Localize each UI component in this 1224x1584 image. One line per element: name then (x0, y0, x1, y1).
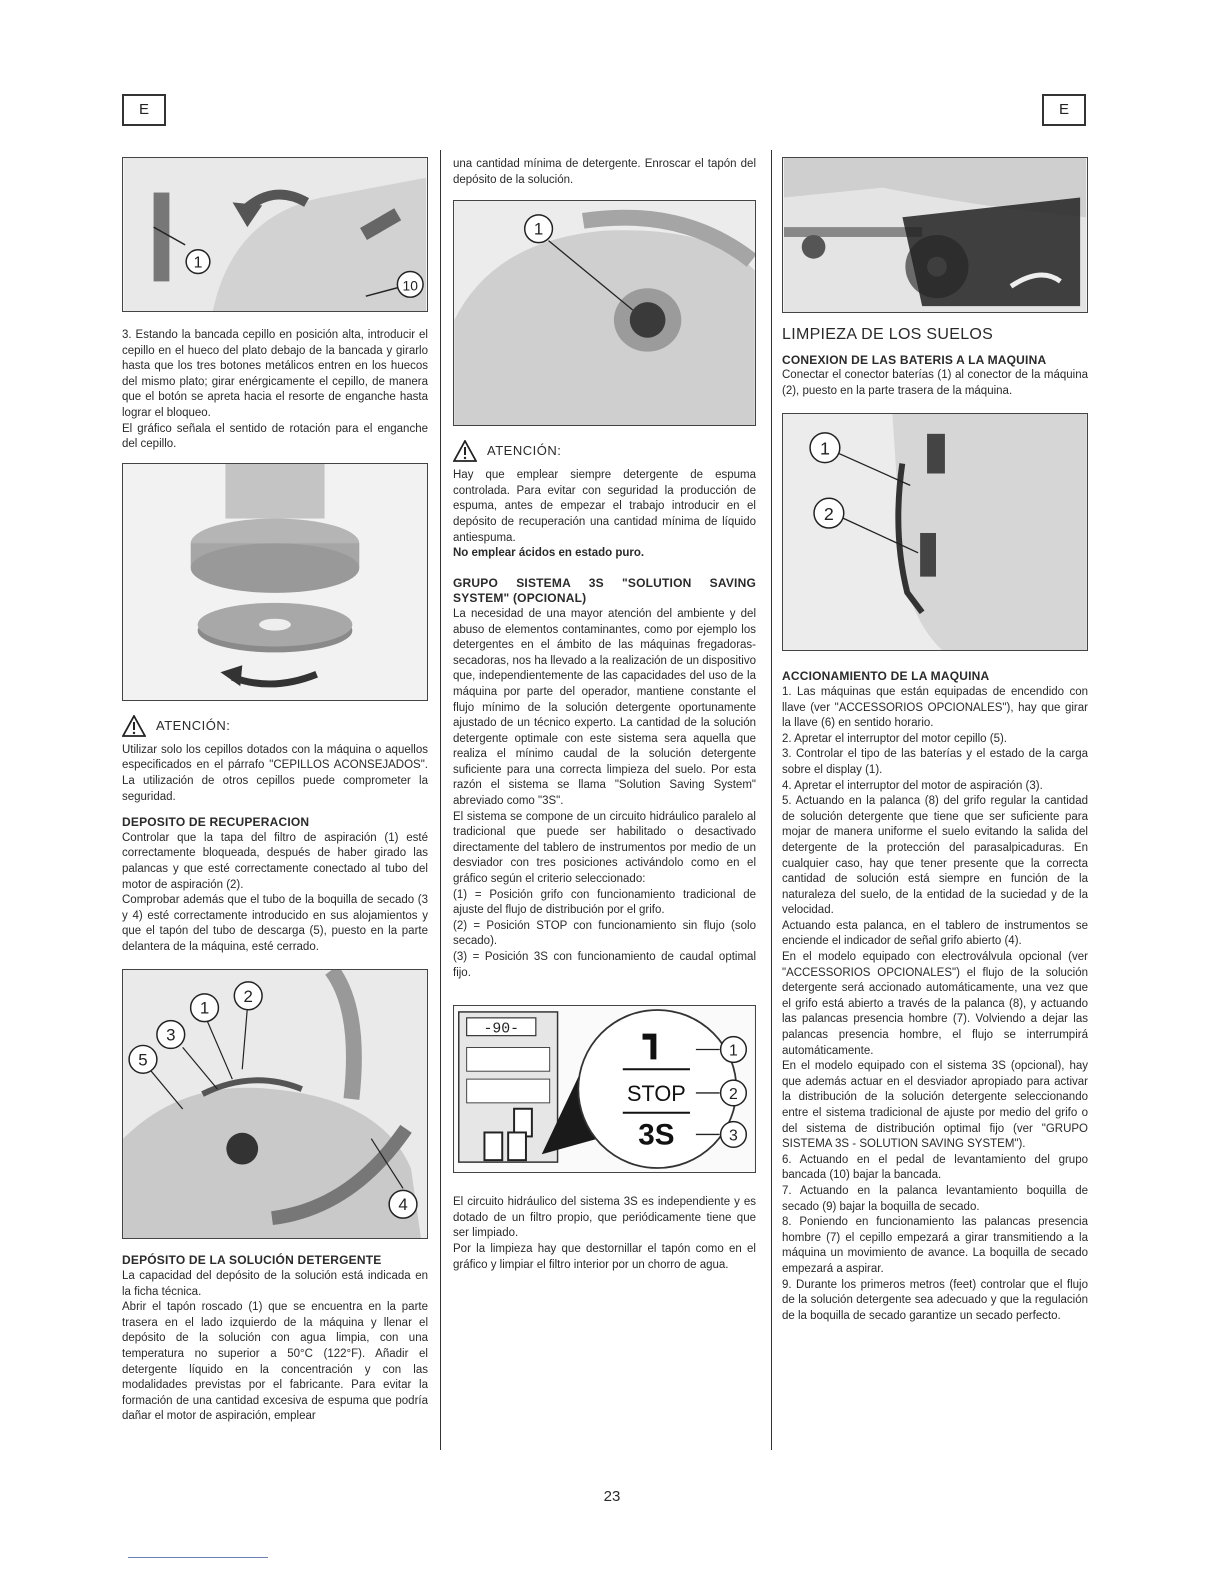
start-step-5: 5. Actuando en la palanca (8) del grifo regular la cantidad de solución detergente que tiene que ser suficiente para mojar de manera uniforme el suelo evitando la salida del detergente de la protección del parasalpicaduras. En cualquier caso, hay que tener presente que la correcta cantidad de solución está siempre en función de la naturaleza del suelo, de la entidad de la suciedad y de la velocidad. (782, 795, 1088, 917)
stop-label: STOP (627, 1081, 686, 1107)
brush-latch-figure (122, 157, 428, 312)
callout-5: 5 (138, 1050, 148, 1070)
warning-heading-brush (122, 715, 428, 737)
warning-title: ATENCIÓN: (156, 717, 231, 733)
warning-acid-note: No emplear ácidos en estado puro. (453, 547, 645, 560)
warning-foam-text: Hay que emplear siempre detergente de espuma controlada. Para evitar con seguridad la producción de espuma, antes de empezar el trabajo introducir en el depósito de recuperación una cantidad mínima de líquido antiespuma. (453, 469, 756, 544)
callout-4: 4 (398, 1195, 408, 1215)
callout-2: 2 (729, 1086, 738, 1104)
brush-mount-illustration (123, 464, 427, 700)
battery-connection-paragraph: Conectar el conector baterías (1) al conector de la máquina (2), puesto en la parte trasera de la máquina. (782, 369, 1088, 397)
3s-switch-figure (453, 1005, 756, 1173)
warning-triangle-icon (453, 440, 477, 462)
callout-3: 3 (729, 1127, 738, 1145)
start-step-3: 3. Controlar el tipo de las baterías y el estado de la carga sobre el display (1). (782, 748, 1088, 776)
3s-position-2: (2) = Posición STOP con funcionamiento sin flujo (solo secado). (453, 919, 756, 948)
3s-position-1: (1) = Posición grifo con funcionamiento tradicional de ajuste del flujo de distribución por el grifo. (453, 888, 756, 917)
column-left (122, 157, 428, 1425)
brush-mount-figure (122, 463, 428, 701)
start-step-5-indicator: Actuando esta palanca, en el tablero de instrumentos se enciende el indicador de señal grifo abierto (4). (782, 919, 1088, 948)
3s-paragraph-2: El sistema se compone de un circuito hidráulico paralelo al tradicional que puede ser habilitado o desactivado directamente del tablero de instrumentos por medio de un desviador con tres posiciones activándolo como en el gráfico según el criterio seleccionado: (453, 810, 756, 886)
start-step-6: 6. Actuando en el pedal de levantamiento del grupo bancada (10) bajar la bancada. (782, 1153, 1088, 1182)
recovery-tank-paragraph-1: Controlar que la tapa del filtro de aspiración (1) esté correctamente bloqueada, después de haber girado las palancas y que esté correctamente conectado al tubo del motor de aspiración (2). (122, 831, 428, 891)
column-divider-right (771, 150, 772, 1450)
warning-brush-text: Utilizar solo los cepillos dotados con la máquina o aquellos especificados en el párrafo "CEPILLOS ACONSEJADOS". La utilización de otros cepillos puede comprometer la seguridad. (122, 743, 428, 803)
column-divider-left (440, 150, 441, 1450)
callout-1: 1 (193, 254, 203, 272)
brush-latch-illustration (123, 158, 427, 311)
lcd-readout: -90- (483, 1021, 520, 1038)
3s-switch-illustration (454, 1006, 755, 1172)
callout-2: 2 (243, 987, 253, 1007)
3s-system-heading: GRUPO SISTEMA 3S "SOLUTION SAVING SYSTEM" (OPCIONAL) (453, 575, 756, 606)
start-step-2: 2. Apretar el interruptor del motor cepillo (5). (782, 732, 1007, 745)
callout-2: 2 (823, 504, 834, 525)
start-step-7: 7. Actuando en la palanca levantamiento boquilla de secado (9) bajar la boquilla de secado. (782, 1184, 1088, 1213)
battery-connector-illustration (783, 414, 1087, 650)
page-number: 23 (603, 1488, 621, 1505)
solution-tank-heading: DEPÓSITO DE LA SOLUCIÓN DETERGENTE (122, 1253, 382, 1268)
language-tag-left: E (122, 94, 166, 126)
recovery-tank-heading: DEPOSITO DE RECUPERACION (122, 815, 310, 830)
start-step-5-3s: En el modelo equipado con el sistema 3S (opcional), hay que además actuar en el desviador apropiado para activar la distribución de la solución detergente seleccionando entre el sistema tradicional de ajuste por medio del grifo o del sistema de distribución optimal fijo (ver "GRUPO SISTEMA 3S - SOLUTION SAVING SYSTEM"). (782, 1060, 1088, 1151)
floor-cleaning-heading: LIMPIEZA DE LOS SUELOS (782, 326, 994, 343)
3s-circuit-paragraph-1: El circuito hidráulico del sistema 3S es independiente y es dotado de un filtro propio, que periódicamente tiene que ser limpiado. (453, 1196, 756, 1240)
start-step-8: 8. Poniendo en funcionamiento las palancas presencia hombre (7) el cepillo empezará a girar transmitiendo a la máquina un movimiento de avance. La boquilla de secado empezará a aspirar. (782, 1216, 1088, 1275)
3s-circuit-paragraph-2: Por la limpieza hay que destornillar el tapón como en el gráfico y limpiar el filtro interior por un chorro de agua. (453, 1242, 756, 1271)
brush-rotation-note: El gráfico señala el sentido de rotación para el enganche del cepillo. (122, 422, 428, 451)
solution-tank-continuation: una cantidad mínima de detergente. Enroscar el tapón del depósito de la solución. (453, 158, 756, 186)
warning-heading-foam (453, 440, 756, 462)
tank-cap-illustration (454, 201, 755, 425)
callout-1: 1 (199, 999, 210, 1019)
language-tag-right: E (1042, 94, 1086, 126)
callout-1: 1 (729, 1042, 738, 1060)
3s-paragraph-1: La necesidad de una mayor atención del ambiente y del abuso de elementos contaminantes, como por ejemplo los detergentes en el ámbito de las máquinas fregadoras-secadoras, nos ha llevado a la realización de un dispositivo que, independientemente de las capacidades del uso de la máquina por parte del operador, mantiene constante el flujo mínimo de la solución detergente oportunamente ajustado de un técnico experto. La cantidad de la solución detergente optimale con este sistema sera aquella que realiza el mínimo caudal de la solución detergente suficiente para una correcta limpieza del suelo. Por esta razón el sistema se llama "Solution Saving System" abreviado como "3S". (453, 607, 756, 808)
callout-1: 1 (819, 439, 830, 460)
recovery-tank-figure (122, 969, 428, 1239)
column-right (782, 157, 1088, 1324)
solution-tank-paragraph-1: La capacidad del depósito de la solución está indicada en la ficha técnica. (122, 1270, 428, 1298)
tank-cap-figure (453, 200, 756, 426)
start-step-5-electrovalve: En el modelo equipado con electroválvula opcional (ver "ACCESSORIOS OPCIONALES") el flujo de la solución detergente será accionado automáticamente, una vez que el grifo está abierto a través de la palanca (8), y actuando las palancas presencia hombre (7). Volviendo a dejar las palancas presencia hombre, el flujo se interrumpirá automáticamente. (782, 951, 1088, 1057)
start-step-1: 1. Las máquinas que están equipadas de encendido con llave (ver "ACCESSORIOS OPCIONALES"), hay que girar la llave (6) en sentido horario. (782, 685, 1088, 730)
filter-cap-figure (782, 157, 1088, 313)
start-step-4: 4. Apretar el interruptor del motor de aspiración (3). (782, 779, 1043, 792)
brush-step-3: 3. Estando la bancada cepillo en posición alta, introducir el cepillo en el hueco del plato debajo de la bancada y girarlo hasta que los tres botones metálicos entren en los huecos del mismo plato; girar enérgicamente el cepillo, de manera que el botón se apreta hacia el resorte de enganche hasta lograr el bloqueo. (122, 329, 428, 419)
warning-title: ATENCIÓN: (487, 443, 562, 459)
solution-tank-paragraph-2: Abrir el tapón roscado (1) que se encuentra en la parte trasera en el lado izquierdo de la máquina y llenar el depósito de la solución con agua limpia, con una temperatura no superior a 50°C (122°F). Añadir el detergente líquido en la concentración y con las modalidades previstas por el fabricante. Para evitar la formación de una cantidad excesiva de espuma que podría dañar el motor de aspiración, emplear (122, 1301, 428, 1423)
callout-1: 1 (533, 219, 544, 239)
callout-3: 3 (166, 1025, 176, 1045)
footnote-rule (128, 1557, 268, 1558)
3s-position-3: (3) = Posición 3S con funcionamiento de caudal optimal fijo. (453, 951, 756, 979)
callout-10: 10 (402, 277, 418, 294)
battery-connection-heading: CONEXION DE LAS BATERIS A LA MAQUINA (782, 352, 1047, 367)
recovery-tank-paragraph-2: Comprobar además que el tubo de la boquilla de secado (3 y 4) esté correctamente introducido en sus alojamientos y que el tapón del tubo de descarga (5), puesto en la parte delantera de la máquina, esté cerrado. (122, 894, 428, 953)
column-middle (453, 157, 756, 1273)
warning-triangle-icon (122, 715, 146, 737)
recovery-tank-illustration (123, 970, 427, 1238)
machine-start-heading: ACCIONAMIENTO DE LA MAQUINA (782, 669, 990, 684)
3s-label: 3S (638, 1118, 675, 1152)
start-step-9: 9. Durante los primeros metros (feet) controlar que el flujo de la solución detergente sea adecuado y que la regulación de la boquilla de secado garantize un secado perfecto. (782, 1278, 1088, 1322)
battery-connector-figure (782, 413, 1088, 651)
filter-cap-illustration (783, 158, 1087, 312)
